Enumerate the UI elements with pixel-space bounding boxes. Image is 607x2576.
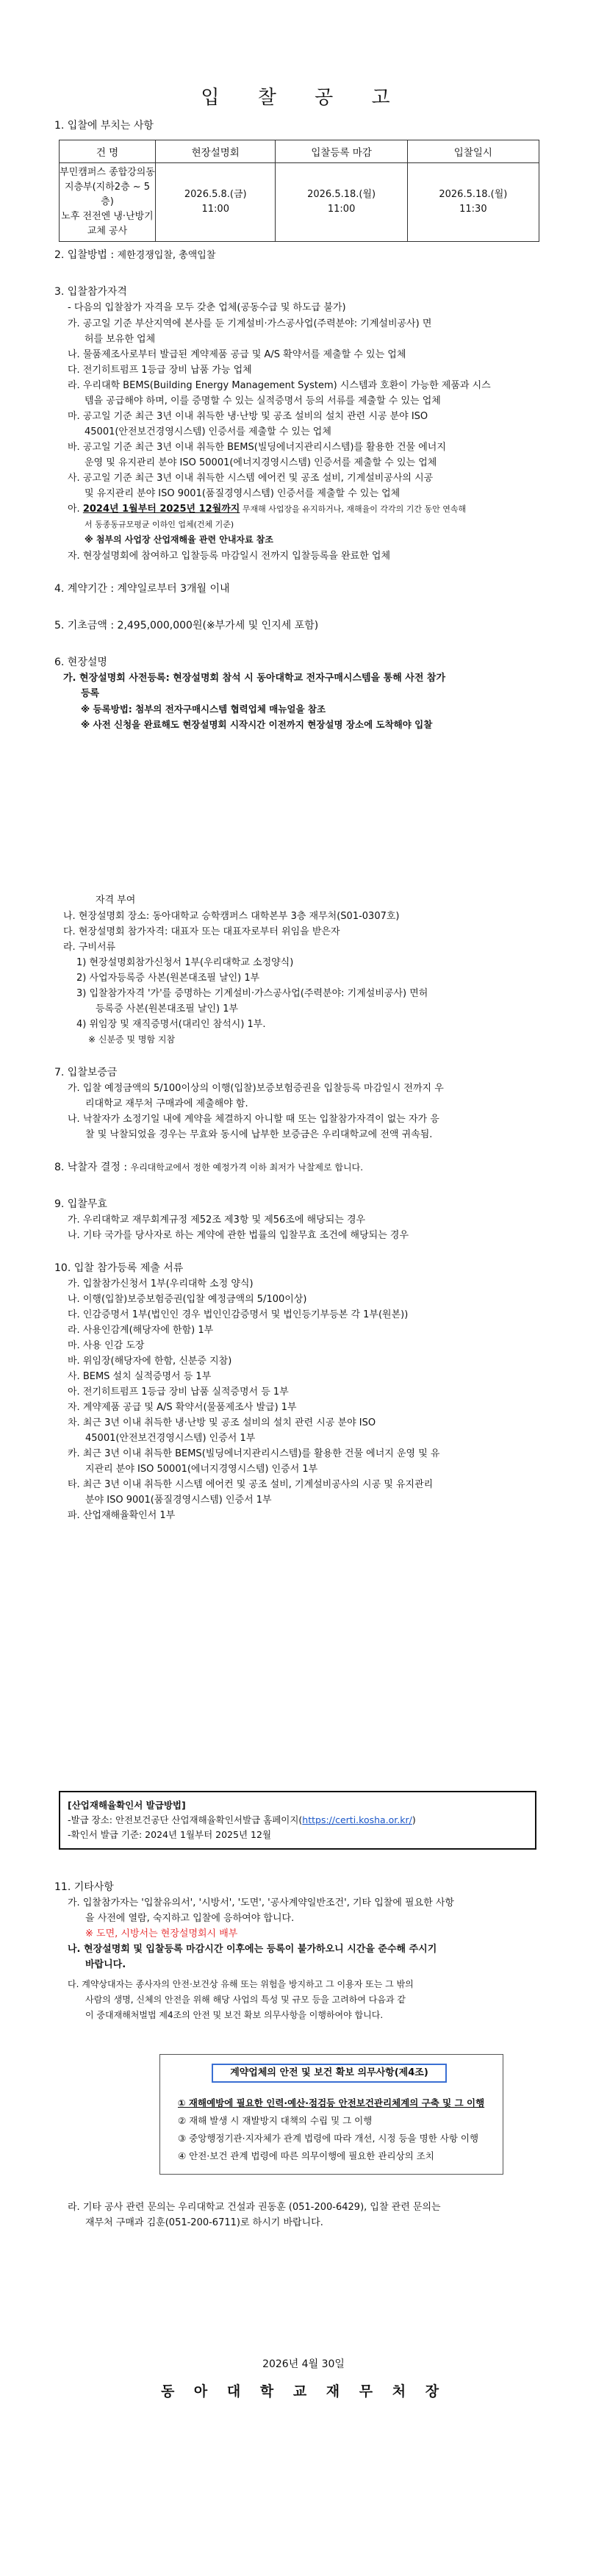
s9-na: 나. 기타 국가를 당사자로 하는 계약에 관한 법률의 입찰무효 조건에 해당되는 경우	[68, 1230, 409, 1241]
s6-na: 나. 현장설명회 장소: 동아대학교 승학캠퍼스 대학본부 3층 재무처(S01-0307호)	[63, 911, 400, 922]
cell-deadline	[276, 163, 407, 242]
list-item-cont: 분야 ISO 9001(품질경영시스템) 인증서 1부	[85, 1495, 272, 1506]
s6-cont: 자격 부여	[96, 895, 136, 906]
list-item-cont: 지관리 분야 ISO 50001(에너지경영시스템) 인증서 1부	[85, 1464, 318, 1475]
s6-da: 다. 현장설명회 참가자격: 대표자 또는 대표자로부터 위임을 받은자	[63, 926, 340, 937]
s6-item-2: 2) 사업자등록증 사본(원본대조필 날인) 1부	[76, 973, 260, 984]
s3-ga-1: 가. 공고일 기준 부산지역에 본사를 둔 기계설비·가스공사업(주력분야: 기계설비공사) 면	[68, 318, 432, 329]
duty-item: ④ 안전·보건 관계 법령에 따른 의무이행에 필요한 관리상의 조치	[178, 2150, 434, 2161]
section-2	[54, 247, 215, 264]
s3-ba-1: 바. 공고일 기준 최근 3년 이내 취득한 BEMS(빌딩에너지관리시스템)를 활용한 건물 에너지	[68, 442, 446, 453]
cell-line: 교체 공사	[87, 226, 128, 237]
cell-line: 11:30	[459, 204, 487, 215]
s3-a	[68, 501, 466, 517]
list-item: 자. 계약제품 공급 및 A/S 확약서(물품제조사 발급) 1부	[68, 1402, 297, 1413]
list-item: 나. 이행(입찰)보증보험증권(입찰 예정금액의 5/100이상)	[68, 1294, 307, 1305]
s3-ga-2: 허를 보유한 업체	[85, 334, 156, 345]
section-7-heading: 7. 입찰보증금	[54, 1067, 118, 1078]
s11-da-1: 다. 계약상대자는 종사자의 안전·보건상 유해 또는 위험을 방지하고 그 이용자 또는 그 밖의	[68, 1979, 414, 1989]
duty-item: ② 재해 발생 시 재발방지 대책의 수립 및 그 이행	[178, 2115, 373, 2126]
cell-line: 2026.5.18.(월)	[307, 189, 376, 200]
notice-line-1-prefix: -발급 장소: 안전보건공단 산업재해율확인서발급 홈페이지(	[68, 1814, 303, 1825]
s11-ga-note: ※ 도면, 시방서는 현장설명회시 배부	[85, 1928, 238, 1939]
cell-briefing	[156, 163, 276, 242]
s3-ba-2: 운영 및 유지관리 분야 ISO 50001(에너지경영시스템) 인증서를 제출할 수 있는 업체	[85, 457, 437, 468]
list-item: 가. 입찰참가신청서 1부(우리대학 소정 양식)	[68, 1278, 254, 1289]
cell-line: 2026.5.18.(월)	[439, 189, 508, 200]
cell-name	[60, 163, 156, 242]
s3-a-note: ※ 첨부의 사업장 산업재해율 관련 안내자료 참조	[85, 534, 273, 545]
s11-ra-2: 재무처 구매과 김훈(051-200-6711)로 하시기 바랍니다.	[85, 2217, 323, 2228]
section-5	[54, 618, 318, 634]
cell-line: 2026.5.8.(금)	[184, 189, 247, 200]
s6-item-3: 3) 입찰참가자격 '가'를 증명하는 기계설비·가스공사업(주력분야: 기계설비공사) 면허	[76, 988, 428, 999]
safety-duty-box	[159, 2054, 503, 2175]
list-item: 파. 산업재해율확인서 1부	[68, 1510, 176, 1521]
s11-na-2: 바랍니다.	[85, 1959, 126, 1970]
s11-da-3: 이 중대재해처벌법 제4조의 안전 및 보건 확보 의무사항을 이행하여야 합니다.	[85, 2010, 384, 2020]
cell-bid	[407, 163, 539, 242]
s7-ga-2: 리대학교 재무처 구매과에 제출해야 함.	[85, 1098, 248, 1109]
s6-ra: 라. 구비서류	[63, 942, 116, 953]
s9-ga: 가. 우리대학교 재무회계규정 제52조 제3항 및 제56조에 해당되는 경우	[68, 1214, 366, 1226]
s6-item-3-cont: 등록증 사본(원본대조필 날인) 1부	[96, 1003, 239, 1015]
section-5-heading: 5. 기초금액 :	[54, 620, 118, 632]
s3-ma-1: 마. 공고일 기준 최근 3년 이내 취득한 냉·난방 및 공조 설비의 설치 관련 시공 분야 ISO	[68, 411, 428, 422]
section-10-heading: 10. 입찰 참가등록 제출 서류	[54, 1262, 184, 1274]
section-8-heading: 8. 낙찰자 결정 :	[54, 1162, 131, 1173]
cell-line: 노후 전전엔 냉·난방기	[61, 211, 154, 222]
section-2-heading: 2. 입찰방법 :	[54, 249, 118, 261]
section-11-heading: 11. 기타사항	[54, 1881, 114, 1893]
list-item-cont: 45001(안전보건경영시스템) 인증서 1부	[85, 1433, 256, 1444]
cell-line: 지층부(지하2층 ~ 5층)	[64, 182, 151, 207]
section-4-heading: 4. 계약기간 : 계약일로부터 3개월 이내	[54, 583, 230, 595]
s3-ma-2: 45001(안전보건경영시스템) 인증서를 제출할 수 있는 업체	[85, 426, 331, 437]
s11-ga-1: 가. 입찰참가자는 '입찰유의서', '시방서', '도면', '공사계약일반조건', 기타 입찰에 필요한 사항	[68, 1897, 454, 1908]
section-3-heading: 3. 입찰참가자격	[54, 286, 127, 298]
award-method: 우리대학교에서 정한 예정가격 이하 최저가 낙찰제로 합니다.	[130, 1162, 364, 1173]
list-item: 라. 사용인감계(해당자에 한함) 1부	[68, 1325, 214, 1336]
s3-a-rest: 무재해 사업장을 유지하거나, 재해율이 각각의 기간 동안 연속해	[240, 504, 467, 514]
s6-ga-1: 가. 현장설명회 사전등록: 현장설명회 참석 시 동아대학교 전자구매시스템을 통해 사전 참가	[63, 673, 446, 684]
col-header-bid: 입찰일시	[407, 140, 539, 163]
kosha-link[interactable]: https://certi.kosha.or.kr/	[302, 1814, 412, 1825]
s3-sa-1: 사. 공고일 기준 최근 3년 이내 취득한 시스템 에어컨 및 공조 설비, 기계설비공사의 시공	[68, 473, 434, 484]
issuer-name: 동 아 대 학 교 재 무 처 장	[160, 2383, 447, 2400]
s6-ga-2: 등록	[81, 688, 100, 699]
s11-na-1: 나. 현장설명회 및 입찰등록 마감시간 이후에는 등록이 불가하오니 시간을 준수해 주시기	[68, 1944, 437, 1955]
col-header-name: 건 명	[60, 140, 156, 163]
s11-ra-1: 라. 기타 공사 관련 문의는 우리대학교 건설과 권동훈 (051-200-6429), 입찰 관련 문의는	[68, 2202, 441, 2213]
s6-sub-note: ※ 신분증 및 명함 지참	[88, 1034, 176, 1045]
table-header-row	[60, 140, 539, 163]
s3-na: 나. 물품제조사로부터 발급된 계약제품 공급 및 A/S 확약서를 제출할 수 있는 업체	[68, 349, 406, 360]
s6-item-1: 1) 현장설명회참가신청서 1부(우리대학교 소정양식)	[76, 957, 294, 968]
s11-ga-2: 을 사전에 열람, 숙지하고 입찰에 응하여야 합니다.	[85, 1913, 295, 1924]
s6-note-1: ※ 등록방법: 첨부의 전자구매시스템 협력업체 매뉴얼을 참조	[81, 704, 326, 715]
list-item: 차. 최근 3년 이내 취득한 냉·난방 및 공조 설비의 설치 관련 시공 분야 ISO	[68, 1417, 376, 1428]
notice-line-1-suffix: )	[412, 1814, 416, 1825]
section-8	[54, 1159, 363, 1176]
col-header-briefing: 현장설명회	[156, 140, 276, 163]
list-item: 다. 인감증명서 1부(법인인 경우 법인인감증명서 및 법인등기부등본 각 1부(원본))	[68, 1309, 409, 1320]
list-item: 마. 사용 인감 도장	[68, 1340, 145, 1351]
base-amount: 2,495,000,000원(※부가세 및 인지세 포함)	[117, 620, 319, 632]
certificate-notice-box	[59, 1791, 536, 1850]
notice-title: [산업재해율확인서 발급방법]	[68, 1800, 186, 1811]
duty-item: ① 재해예방에 필요한 인력·예산·점검등 안전보건관리체계의 구축 및 그 이행	[178, 2097, 485, 2108]
s6-item-4: 4) 위임장 및 재직증명서(대리인 참석시) 1부.	[76, 1019, 266, 1030]
s3-da: 다. 전기히트펌프 1등급 장비 납품 가능 업체	[68, 365, 252, 376]
s7-ga-1: 가. 입찰 예정금액의 5/100이상의 이행(입찰)보증보험증권을 입찰등록 마감일시 전까지 우	[68, 1083, 444, 1094]
list-item: 바. 위임장(해당자에 한함, 신분증 지참)	[68, 1356, 232, 1367]
schedule-table	[59, 140, 539, 242]
s7-na-1: 나. 낙찰자가 소정기일 내에 계약을 체결하지 아니할 때 또는 입찰참가자격이 없는 자가 응	[68, 1114, 439, 1125]
list-item: 사. BEMS 설치 실적증명서 등 1부	[68, 1371, 212, 1382]
s11-da-2: 사람의 생명, 신체의 안전을 위해 해당 사업의 특성 및 규모 등을 고려하여 다음과 같	[85, 1994, 406, 2005]
list-item: 타. 최근 3년 이내 취득한 시스템 에어컨 및 공조 설비, 기계설비공사의 시공 및 유지관리	[68, 1479, 434, 1490]
table-row	[60, 163, 539, 242]
s3-ra-1: 라. 우리대학 BEMS(Building Energy Management System) 시스템과 호환이 가능한 제품과 시스	[68, 380, 491, 391]
s3-sa-2: 및 유지관리 분야 ISO 9001(품질경영시스템) 인증서를 제출할 수 있는 업체	[85, 488, 401, 499]
list-item: 아. 전기히트펌프 1등급 장비 납품 실적증명서 등 1부	[68, 1387, 289, 1398]
section-1-heading: 1. 입찰에 부치는 사항	[54, 120, 154, 132]
s3-intro: - 다음의 입찰참가 자격을 모두 갖춘 업체(공동수급 및 하도급 불가)	[68, 302, 346, 313]
s3-ra-2: 템을 공급해야 하며, 이를 증명할 수 있는 실적증명서 등의 서류를 제출할 수 있는 업체	[85, 396, 441, 407]
s3-a-period: 2024년 1월부터 2025년 12월까지	[82, 504, 240, 515]
s7-na-2: 찰 및 낙찰되었을 경우는 무효와 동시에 납부한 보증금은 우리대학교에 전액 귀속됨.	[85, 1129, 433, 1140]
s3-ja: 자. 현장설명회에 참여하고 입찰등록 마감일시 전까지 입찰등록을 완료한 업체	[68, 551, 391, 562]
section-6-heading: 6. 현장설명	[54, 656, 107, 668]
list-item: 카. 최근 3년 이내 취득한 BEMS(빌딩에너지관리시스템)를 활용한 건물 에너지 운영 및 유	[68, 1448, 440, 1459]
notice-line-2: -확인서 발급 기준: 2024년 1월부터 2025년 12월	[68, 1829, 272, 1840]
notice-line-1	[68, 1813, 528, 1828]
s6-note-2: ※ 사전 신청을 완료해도 현장설명회 시작시간 이전까지 현장설명 장소에 도착해야 입찰	[81, 719, 433, 730]
section-9-heading: 9. 입찰무효	[54, 1198, 107, 1210]
s3-a-prefix: 아.	[68, 504, 83, 515]
s3-a-cont: 서 동종동규모평균 이하인 업체(건체 기준)	[85, 520, 234, 529]
page-title: 입 찰 공 고	[201, 87, 406, 109]
notice-date: 2026년 4월 30일	[262, 2358, 345, 2370]
cell-line: 11:00	[201, 204, 229, 215]
cell-line: 부민캠퍼스 종합강의동	[60, 167, 155, 178]
duty-box-title: 계약업체의 안전 및 보건 확보 의무사항(제4조)	[212, 2064, 447, 2083]
col-header-deadline: 입찰등록 마감	[276, 140, 407, 163]
cell-line: 11:00	[327, 204, 356, 215]
bid-method: 제한경쟁입찰, 총액입찰	[117, 250, 216, 261]
duty-item: ③ 중앙행정기관·지자체가 관계 법령에 따라 개선, 시정 등을 명한 사항 이행	[178, 2133, 479, 2144]
